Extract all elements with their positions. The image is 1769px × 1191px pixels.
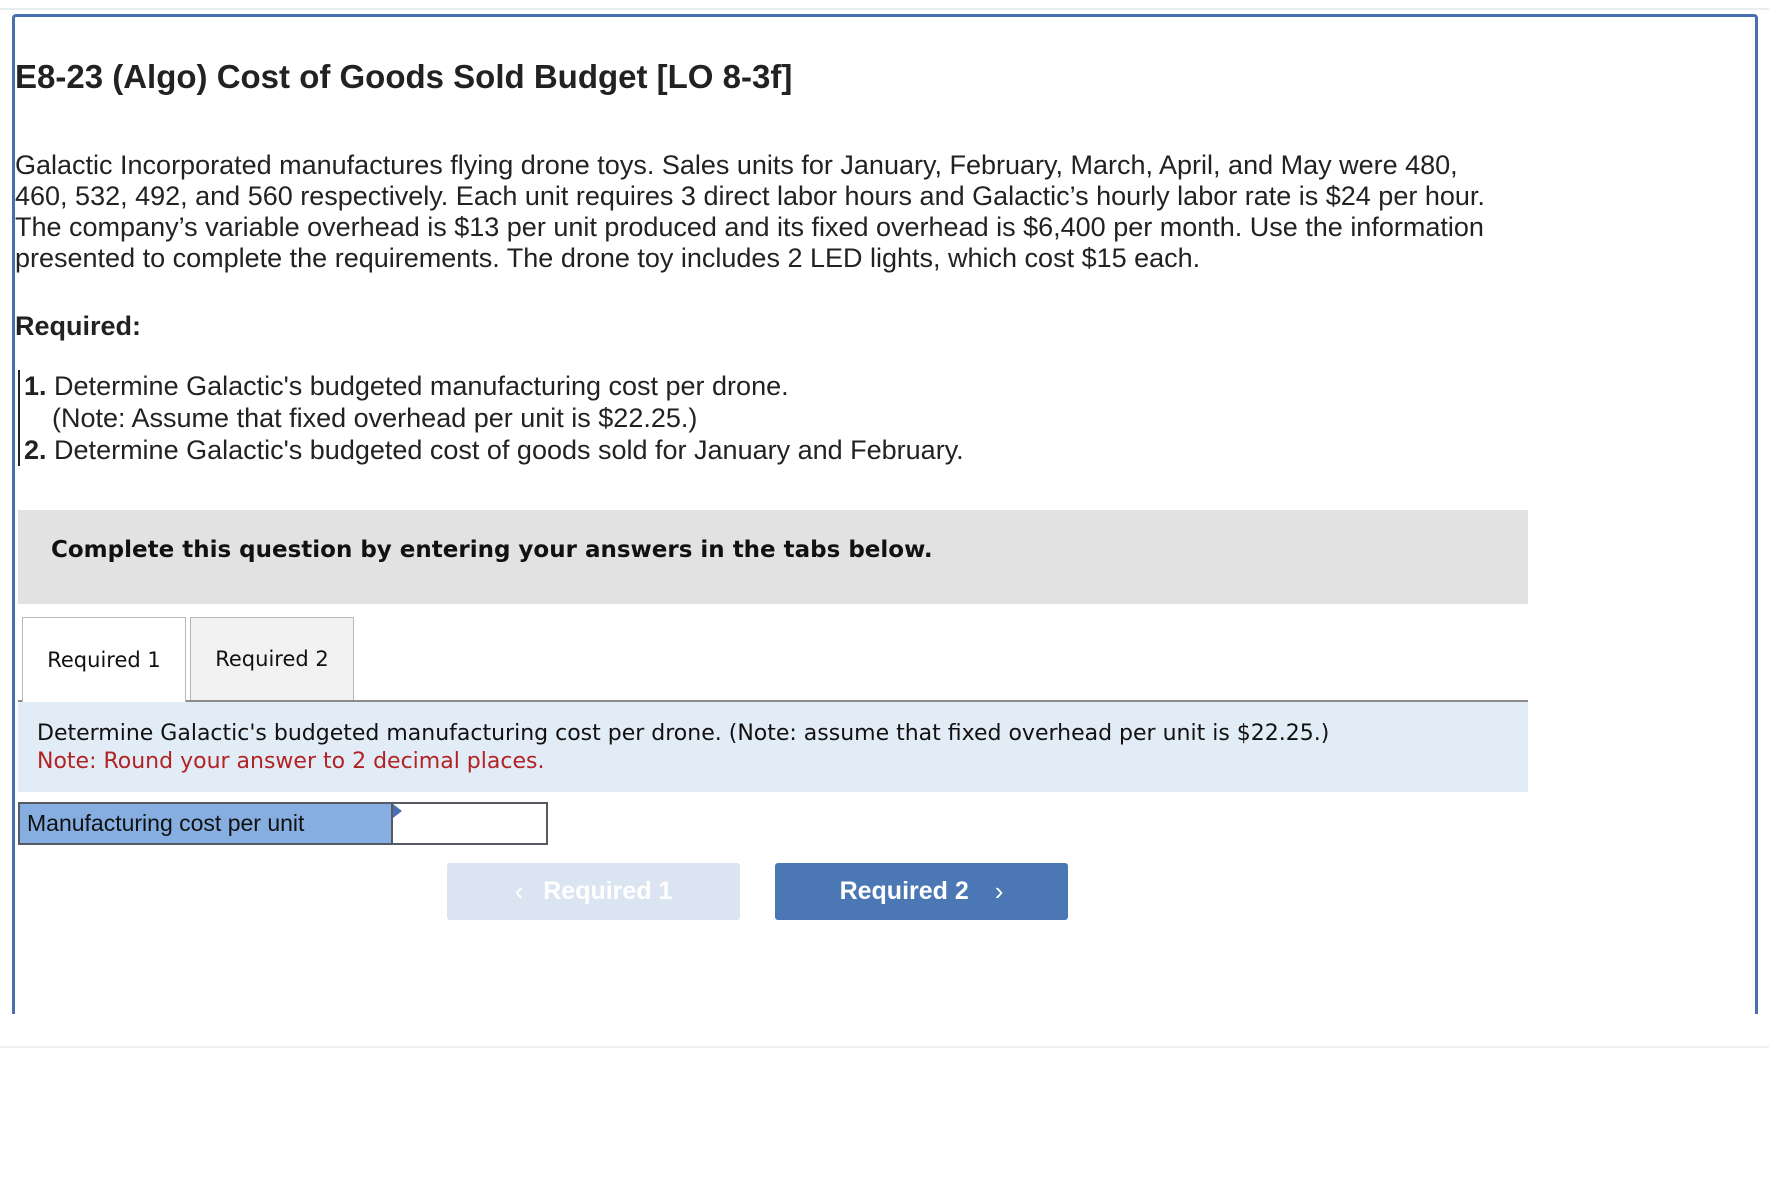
answer-cell [393,804,546,843]
answer-label: Manufacturing cost per unit [20,804,393,843]
problem-line: presented to complete the requirements. The drone toy includes 2 LED lights, which cost $15 each. [15,243,1201,273]
tab-required-2[interactable]: Required 2 [190,617,354,701]
manufacturing-cost-input[interactable] [393,804,546,843]
requirement-item-2 [24,434,1224,466]
requirement-number: 2. [24,435,47,465]
top-divider [0,8,1769,10]
prompt-text [37,720,1329,776]
requirement-text: Determine Galactic's budgeted cost of goods sold for January and February. [54,435,964,465]
required-heading: Required: [15,311,142,341]
chevron-left-icon: ‹ [514,876,524,906]
problem-line: Galactic Incorporated manufactures flying drone toys. Sales units for January, February, March, April, and May were 480, [15,150,1458,180]
cell-marker-icon [393,804,402,818]
rounding-note: Note: Round your answer to 2 decimal places. [37,749,545,774]
next-required-button[interactable] [775,863,1068,920]
page-title: E8-23 (Algo) Cost of Goods Sold Budget [LO 8-3f] [15,58,793,95]
answer-row [18,802,548,845]
tab-required-1[interactable]: Required 1 [22,617,186,702]
instruction-text: Complete this question by entering your answers in the tabs below. [51,537,933,563]
previous-required-button[interactable] [447,863,740,920]
problem-line: The company’s variable overhead is $13 per unit produced and its fixed overhead is $6,400 per month. Use the information [15,212,1484,242]
requirements-list [18,370,1224,466]
requirement-number: 1. [24,371,47,401]
bottom-divider [0,1046,1769,1048]
next-button-label: Required 2 [839,877,969,905]
chevron-right-icon: › [994,876,1004,906]
requirement-text: Determine Galactic's budgeted manufacturing cost per drone. [54,371,789,401]
prompt-panel [18,702,1528,792]
requirement-item-1 [24,370,1224,402]
requirement-note: (Note: Assume that fixed overhead per unit is $22.25.) [52,403,698,433]
instruction-banner [18,510,1528,604]
previous-button-label: Required 1 [543,877,673,905]
problem-line: 460, 532, 492, and 560 respectively. Each unit requires 3 direct labor hours and Galactic’s hourly labor rate is $24 per hour. [15,181,1485,211]
problem-description [15,150,1555,274]
prompt-question: Determine Galactic's budgeted manufacturing cost per drone. (Note: assume that fixed overhead per unit is $22.25.) [37,721,1330,746]
